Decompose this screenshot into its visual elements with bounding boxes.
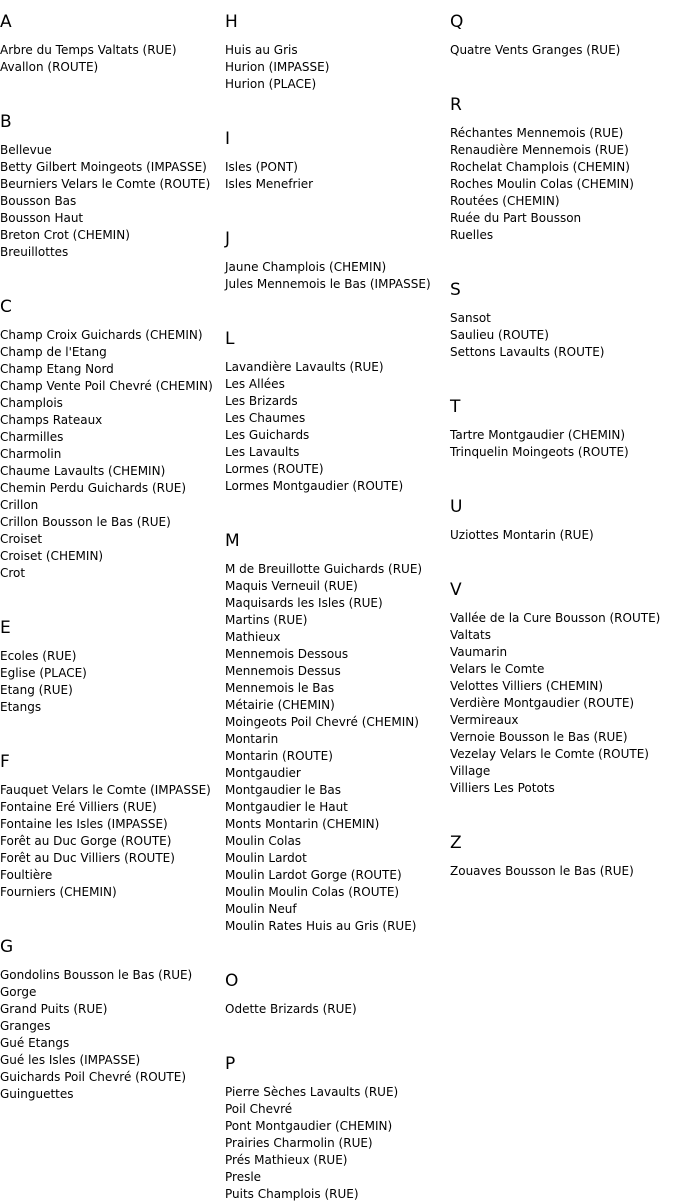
street-index-column-1 xyxy=(0,0,222,1103)
street-name-item: Montgaudier le Bas xyxy=(225,783,342,797)
street-name-item: Montarin (ROUTE) xyxy=(225,749,333,763)
street-name-item: Zouaves Bousson le Bas (RUE) xyxy=(450,864,634,878)
street-name-item: Hurion (PLACE) xyxy=(225,77,317,91)
street-name-item: Champ de l'Etang xyxy=(0,345,107,359)
street-name-item: Vallée de la Cure Bousson (ROUTE) xyxy=(450,611,661,625)
street-name-item: Villiers Les Potots xyxy=(450,781,555,795)
letter-section-i xyxy=(225,129,447,193)
street-name-item: Quatre Vents Granges (RUE) xyxy=(450,43,621,57)
street-name-item: Charmolin xyxy=(0,447,62,461)
street-name-item: Granges xyxy=(0,1019,51,1033)
street-name-item: Uziottes Montarin (RUE) xyxy=(450,528,594,542)
street-list xyxy=(225,259,447,293)
letter-section-h xyxy=(225,12,447,93)
section-letter-heading: S xyxy=(450,280,461,300)
street-name-item: M de Breuillotte Guichards (RUE) xyxy=(225,562,423,576)
street-name-item: Renaudière Mennemois (RUE) xyxy=(450,143,629,157)
street-name-item: Breuillottes xyxy=(0,245,69,259)
street-name-item: Eglise (PLACE) xyxy=(0,666,87,680)
street-name-item: Beurniers Velars le Comte (ROUTE) xyxy=(0,177,211,191)
section-letter-heading: O xyxy=(225,971,239,991)
street-name-item: Moulin Lardot Gorge (ROUTE) xyxy=(225,868,402,882)
street-name-item: Champs Rateaux xyxy=(0,413,103,427)
street-list xyxy=(225,1084,447,1203)
street-name-item: Isles (PONT) xyxy=(225,160,298,174)
street-name-item: Guichards Poil Chevré (ROUTE) xyxy=(0,1070,187,1084)
street-name-item: Jaune Champlois (CHEMIN) xyxy=(225,260,387,274)
street-list xyxy=(225,1001,447,1018)
street-name-item: Ruelles xyxy=(450,228,494,242)
street-name-item: Huis au Gris xyxy=(225,43,298,57)
street-name-item: Arbre du Temps Valtats (RUE) xyxy=(0,43,177,57)
street-name-item: Puits Champlois (RUE) xyxy=(225,1187,359,1201)
letter-section-a xyxy=(0,12,222,76)
street-name-item: Saulieu (ROUTE) xyxy=(450,328,549,342)
street-name-item: Valtats xyxy=(450,628,491,642)
section-letter-heading: Z xyxy=(450,833,462,853)
section-letter-heading: L xyxy=(225,329,235,349)
street-name-item: Champlois xyxy=(0,396,63,410)
street-name-item: Champ Etang Nord xyxy=(0,362,114,376)
street-name-item: Chemin Perdu Guichards (RUE) xyxy=(0,481,187,495)
street-name-item: Rochelat Champlois (CHEMIN) xyxy=(450,160,630,174)
street-list xyxy=(0,648,222,716)
street-name-item: Roches Moulin Colas (CHEMIN) xyxy=(450,177,634,191)
street-index-column-3 xyxy=(450,0,675,880)
section-letter-heading: E xyxy=(0,618,11,638)
section-letter-heading: A xyxy=(0,12,12,32)
street-list xyxy=(0,782,222,901)
street-name-item: Gondolins Bousson le Bas (RUE) xyxy=(0,968,193,982)
letter-section-o xyxy=(225,971,447,1018)
street-name-item: Gorge xyxy=(0,985,37,999)
street-name-item: Crillon Bousson le Bas (RUE) xyxy=(0,515,171,529)
street-name-item: Fontaine les Isles (IMPASSE) xyxy=(0,817,168,831)
letter-section-g xyxy=(0,937,222,1103)
street-name-item: Tartre Montgaudier (CHEMIN) xyxy=(450,428,626,442)
street-name-item: Les Guichards xyxy=(225,428,310,442)
street-list xyxy=(450,310,675,361)
street-name-item: Guinguettes xyxy=(0,1087,74,1101)
street-name-item: Betty Gilbert Moingeots (IMPASSE) xyxy=(0,160,207,174)
street-name-item: Forêt au Duc Villiers (ROUTE) xyxy=(0,851,175,865)
letter-section-b xyxy=(0,112,222,261)
street-name-item: Lormes Montgaudier (ROUTE) xyxy=(225,479,404,493)
street-name-item: Odette Brizards (RUE) xyxy=(225,1002,357,1016)
street-list xyxy=(450,42,675,59)
street-name-item: Prairies Charmolin (RUE) xyxy=(225,1136,373,1150)
street-name-item: Monts Montarin (CHEMIN) xyxy=(225,817,380,831)
section-letter-heading: G xyxy=(0,937,14,957)
street-name-item: Bousson Haut xyxy=(0,211,84,225)
letter-section-j xyxy=(225,229,447,293)
street-list xyxy=(450,527,675,544)
street-name-item: Breton Crot (CHEMIN) xyxy=(0,228,130,242)
street-name-item: Settons Lavaults (ROUTE) xyxy=(450,345,605,359)
street-name-item: Moulin Lardot xyxy=(225,851,307,865)
street-name-item: Jules Mennemois le Bas (IMPASSE) xyxy=(225,277,431,291)
letter-section-e xyxy=(0,618,222,716)
street-name-item: Métairie (CHEMIN) xyxy=(225,698,335,712)
street-name-item: Poil Chevré xyxy=(225,1102,293,1116)
street-name-item: Presle xyxy=(225,1170,262,1184)
street-name-item: Les Allées xyxy=(225,377,285,391)
street-name-item: Mathieux xyxy=(225,630,281,644)
section-letter-heading: C xyxy=(0,297,12,317)
street-name-item: Moulin Moulin Colas (ROUTE) xyxy=(225,885,400,899)
letter-section-m xyxy=(225,531,447,935)
street-list xyxy=(450,863,675,880)
section-letter-heading: U xyxy=(450,497,463,517)
street-name-item: Velars le Comte xyxy=(450,662,545,676)
street-name-item: Montgaudier xyxy=(225,766,301,780)
street-name-item: Moulin Colas xyxy=(225,834,302,848)
street-name-item: Pierre Sèches Lavaults (RUE) xyxy=(225,1085,399,1099)
street-name-item: Etang (RUE) xyxy=(0,683,73,697)
street-name-item: Réchantes Mennemois (RUE) xyxy=(450,126,624,140)
letter-section-u xyxy=(450,497,675,544)
street-list xyxy=(225,359,447,495)
street-name-item: Etangs xyxy=(0,700,42,714)
street-name-item: Bousson Bas xyxy=(0,194,77,208)
street-name-item: Grand Puits (RUE) xyxy=(0,1002,108,1016)
street-name-item: Verdière Montgaudier (ROUTE) xyxy=(450,696,635,710)
street-name-item: Fauquet Velars le Comte (IMPASSE) xyxy=(0,783,211,797)
street-index-column-2 xyxy=(225,0,447,1203)
street-name-item: Crillon xyxy=(0,498,39,512)
section-letter-heading: J xyxy=(225,229,231,249)
street-name-item: Montarin xyxy=(225,732,279,746)
section-letter-heading: H xyxy=(225,12,238,32)
street-name-item: Ruée du Part Bousson xyxy=(450,211,582,225)
street-list xyxy=(0,327,222,582)
letter-section-v xyxy=(450,580,675,797)
street-name-item: Montgaudier le Haut xyxy=(225,800,348,814)
street-name-item: Mennemois le Bas xyxy=(225,681,335,695)
street-name-item: Crot xyxy=(0,566,26,580)
letter-section-s xyxy=(450,280,675,361)
street-name-item: Les Brizards xyxy=(225,394,298,408)
street-name-item: Fontaine Eré Villiers (RUE) xyxy=(0,800,157,814)
street-name-item: Croiset xyxy=(0,532,43,546)
street-name-item: Chaume Lavaults (CHEMIN) xyxy=(0,464,166,478)
street-name-item: Village xyxy=(450,764,491,778)
street-name-item: Bellevue xyxy=(0,143,52,157)
letter-section-t xyxy=(450,397,675,461)
section-letter-heading: V xyxy=(450,580,462,600)
street-name-item: Martins (RUE) xyxy=(225,613,308,627)
street-name-item: Vaumarin xyxy=(450,645,508,659)
street-name-item: Moulin Rates Huis au Gris (RUE) xyxy=(225,919,417,933)
street-list xyxy=(450,427,675,461)
street-name-item: Moingeots Poil Chevré (CHEMIN) xyxy=(225,715,419,729)
street-name-item: Avallon (ROUTE) xyxy=(0,60,99,74)
letter-section-q xyxy=(450,12,675,59)
street-name-item: Sansot xyxy=(450,311,491,325)
street-list xyxy=(225,561,447,935)
street-name-item: Champ Croix Guichards (CHEMIN) xyxy=(0,328,203,342)
street-name-item: Moulin Neuf xyxy=(225,902,297,916)
street-list xyxy=(0,967,222,1103)
street-list xyxy=(450,610,675,797)
street-name-item: Trinquelin Moingeots (ROUTE) xyxy=(450,445,629,459)
letter-section-p xyxy=(225,1054,447,1203)
street-name-item: Gué Etangs xyxy=(0,1036,70,1050)
street-name-item: Lavandière Lavaults (RUE) xyxy=(225,360,384,374)
street-name-item: Les Chaumes xyxy=(225,411,306,425)
street-name-item: Fourniers (CHEMIN) xyxy=(0,885,117,899)
street-list xyxy=(0,42,222,76)
street-name-item: Forêt au Duc Gorge (ROUTE) xyxy=(0,834,172,848)
section-letter-heading: T xyxy=(450,397,461,417)
section-letter-heading: Q xyxy=(450,12,464,32)
street-name-item: Isles Menefrier xyxy=(225,177,314,191)
letter-section-l xyxy=(225,329,447,495)
street-name-item: Vezelay Velars le Comte (ROUTE) xyxy=(450,747,649,761)
section-letter-heading: M xyxy=(225,531,240,551)
street-name-item: Mennemois Dessous xyxy=(225,647,349,661)
street-name-item: Charmilles xyxy=(0,430,64,444)
letter-section-z xyxy=(450,833,675,880)
street-name-item: Les Lavaults xyxy=(225,445,300,459)
street-name-item: Maquis Verneuil (RUE) xyxy=(225,579,358,593)
street-name-item: Foultière xyxy=(0,868,53,882)
street-name-item: Lormes (ROUTE) xyxy=(225,462,324,476)
letter-section-r xyxy=(450,95,675,244)
street-name-item: Ecoles (RUE) xyxy=(0,649,77,663)
section-letter-heading: R xyxy=(450,95,462,115)
street-name-item: Velottes Villiers (CHEMIN) xyxy=(450,679,604,693)
section-letter-heading: I xyxy=(225,129,231,149)
street-name-item: Pont Montgaudier (CHEMIN) xyxy=(225,1119,393,1133)
section-letter-heading: F xyxy=(0,752,10,772)
street-name-item: Champ Vente Poil Chevré (CHEMIN) xyxy=(0,379,213,393)
section-letter-heading: P xyxy=(225,1054,236,1074)
street-name-item: Maquisards les Isles (RUE) xyxy=(225,596,383,610)
street-name-item: Vermireaux xyxy=(450,713,519,727)
section-letter-heading: B xyxy=(0,112,12,132)
street-name-item: Routées (CHEMIN) xyxy=(450,194,560,208)
letter-section-c xyxy=(0,297,222,582)
street-list xyxy=(450,125,675,244)
street-name-item: Gué les Isles (IMPASSE) xyxy=(0,1053,141,1067)
letter-section-f xyxy=(0,752,222,901)
street-list xyxy=(225,159,447,193)
street-name-item: Prés Mathieux (RUE) xyxy=(225,1153,348,1167)
street-list xyxy=(0,142,222,261)
street-name-item: Croiset (CHEMIN) xyxy=(0,549,104,563)
street-name-item: Vernoie Bousson le Bas (RUE) xyxy=(450,730,628,744)
street-list xyxy=(225,42,447,93)
street-name-item: Hurion (IMPASSE) xyxy=(225,60,330,74)
street-name-item: Mennemois Dessus xyxy=(225,664,341,678)
